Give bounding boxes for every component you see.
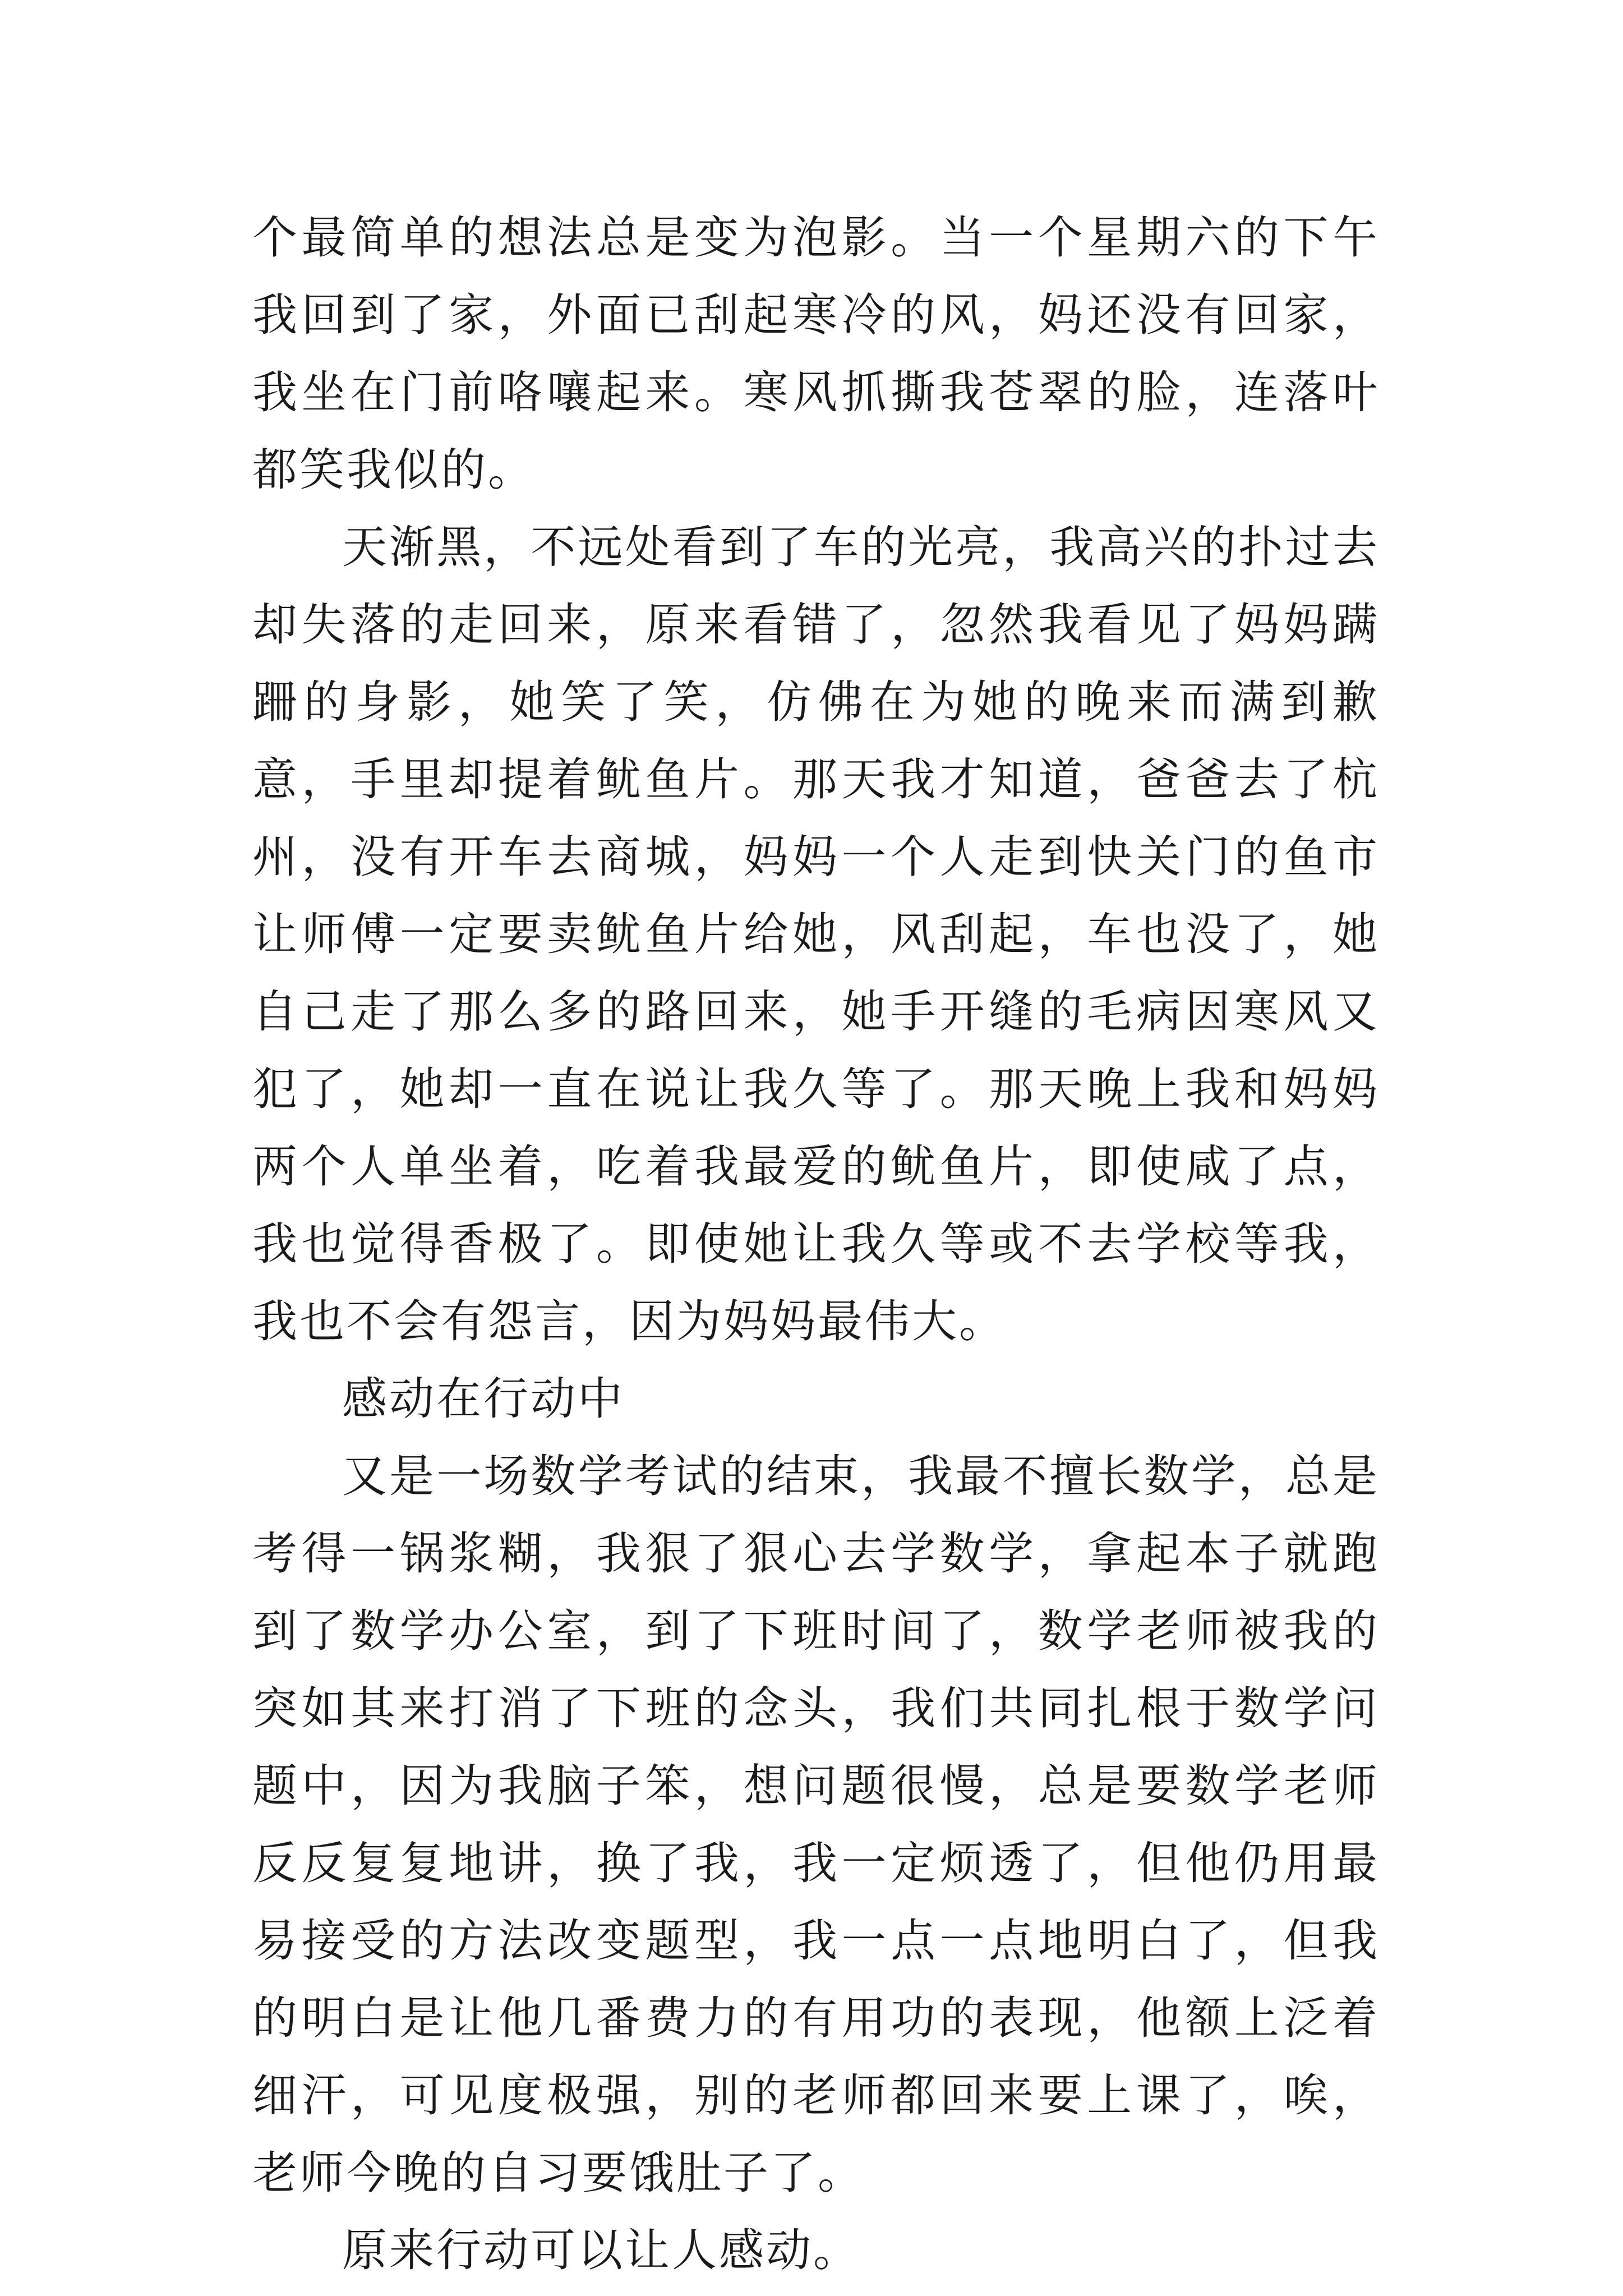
paragraph-3: 又是一场数学考试的结束，我最不擅长数学，总是考得一锅浆糊，我狠了狠心去学数学，拿起本子就跑到了数学办公室，到了下班时间了，数学老师被我的突如其来打消了下班的念头，我们共同扎根于数学问题中，因为我脑子笨，想问题很慢，总是要数学老师反反复复地讲，换了我，我一定烦透了，但他仍用最易接受的方法改变题型，我一点一点地明白了，但我的明白是让他几番费力的有用功的表现，他额上泛着细汗，可见度极强，别的老师都回来要上课了，唉，老师今晚的自习要饿肚子了。 <box>252 1450 1380 2199</box>
paragraph-1: 个最简单的想法总是变为泡影。当一个星期六的下午我回到了家，外面已刮起寒冷的风，妈还没有回家，我坐在门前咯嚷起来。寒风抓撕我苍翠的脸，连落叶都笑我似的。 <box>252 211 1380 496</box>
document-body <box>252 199 1380 2289</box>
paragraph-4: 原来行动可以让人感动。 <box>342 2224 860 2276</box>
section-heading: 感动在行动中 <box>342 1373 625 1425</box>
paragraph-2: 天渐黑，不远处看到了车的光亮，我高兴的扑过去却失落的走回来，原来看错了，忽然我看见了妈妈蹒跚的身影，她笑了笑，仿佛在为她的晚来而满到歉意，手里却提着鱿鱼片。那天我才知道，爸爸去了杭州，没有开车去商城，妈妈一个人走到快关门的鱼市让师傅一定要卖鱿鱼片给她，风刮起，车也没了，她自己走了那么多的路回来，她手开缝的毛病因寒风又犯了，她却一直在说让我久等了。那天晚上我和妈妈两个人单坐着，吃着我最爱的鱿鱼片，即使咸了点，我也觉得香极了。即使她让我久等或不去学校等我，我也不会有怨言，因为妈妈最伟大。 <box>252 521 1380 1347</box>
